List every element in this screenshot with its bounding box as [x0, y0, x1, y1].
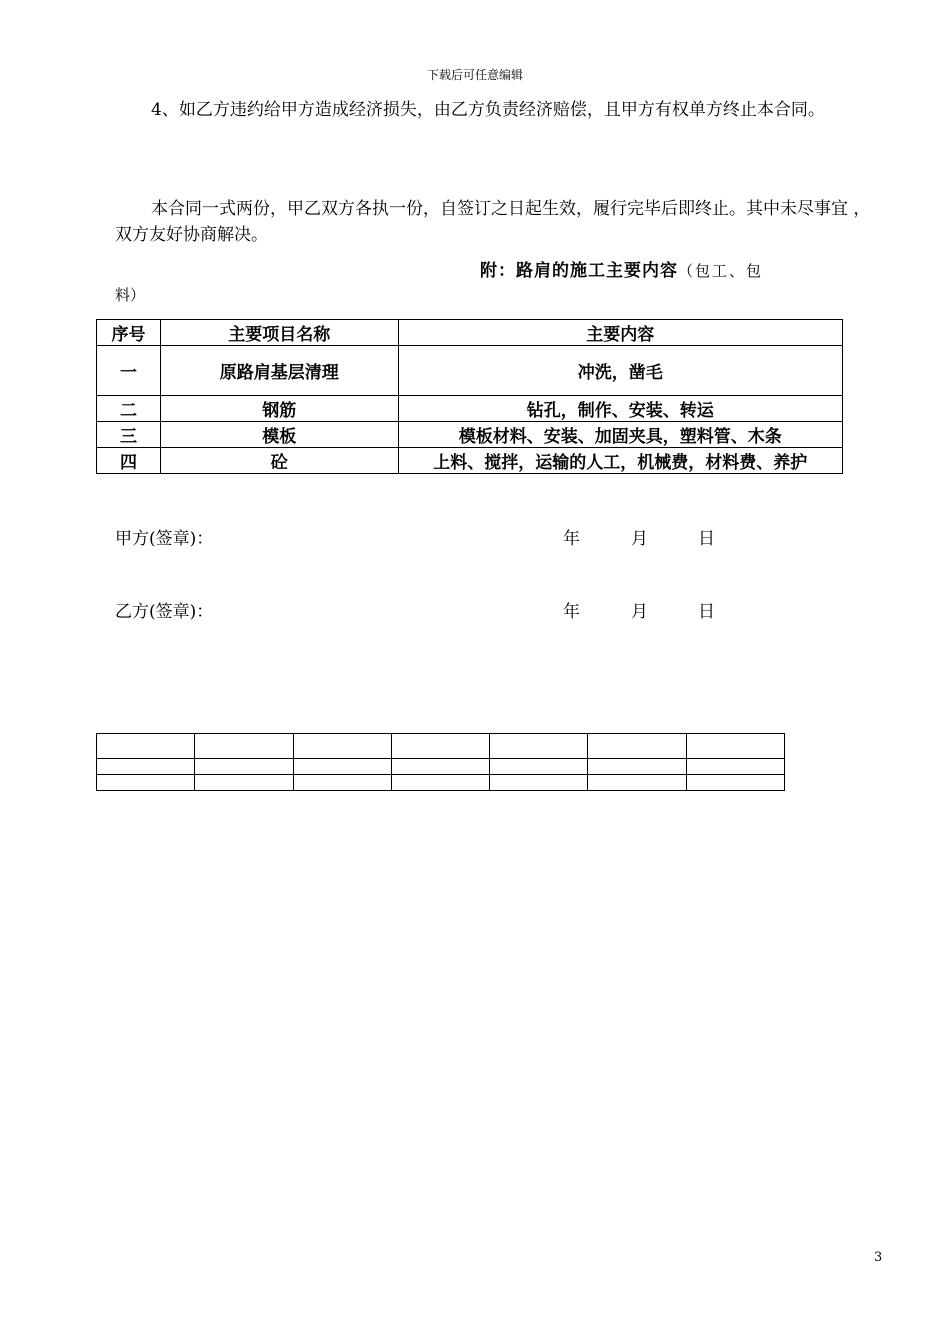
blank-row — [97, 734, 785, 759]
blank-cell — [391, 759, 489, 775]
party-a-signature-label: 甲方(签章)： — [115, 529, 214, 549]
blank-cell — [686, 759, 784, 775]
table-cell: 模板材料、安装、加固夹具，塑料管、木条 — [398, 422, 842, 448]
party-b-day-label: 日 — [698, 602, 715, 622]
blank-cell — [293, 734, 391, 759]
blank-cell — [293, 759, 391, 775]
table-cell: 四 — [97, 448, 161, 474]
attachment-paren: （包工、包 — [678, 262, 764, 280]
table-cell: 三 — [97, 422, 161, 448]
table-cell: 上料、搅拌，运输的人工，机械费，材料费、养护 — [398, 448, 842, 474]
blank-row — [97, 775, 785, 791]
blank-cell — [97, 759, 195, 775]
table-cell: 钻孔，制作、安装、转运 — [398, 396, 842, 422]
attachment-title-text: 附：路肩的施工主要内容 — [480, 261, 678, 281]
table-cell: 二 — [97, 396, 161, 422]
blank-row — [97, 759, 785, 775]
blank-cell — [490, 759, 588, 775]
blank-cell — [195, 759, 293, 775]
party-b-year-label: 年 — [563, 602, 580, 622]
table-cell: 模板 — [160, 422, 398, 448]
party-a-month-label: 月 — [631, 529, 648, 549]
paragraph-validity-text: 本合同一式两份，甲乙双方各执一份，自签订之日起生效，履行完毕后即终止。其中未尽事宜 ，双方友好协商解决。 — [115, 199, 871, 245]
blank-cell — [97, 734, 195, 759]
blank-cell — [391, 775, 489, 791]
blank-cell — [391, 734, 489, 759]
table-cell: 冲洗，凿毛 — [398, 346, 842, 396]
table-row — [97, 346, 843, 396]
table-row — [97, 396, 843, 422]
blank-grid-table — [96, 733, 785, 791]
table-cell: 砼 — [160, 448, 398, 474]
page-number: 3 — [874, 1250, 883, 1265]
attachment-paren-continued: 料） — [115, 286, 146, 304]
blank-cell — [588, 734, 686, 759]
blank-cell — [195, 775, 293, 791]
blank-cell — [686, 775, 784, 791]
party-b-signature-label: 乙方(签章)： — [115, 602, 214, 622]
table-cell: 钢筋 — [160, 396, 398, 422]
header-cell-content: 主要内容 — [398, 320, 842, 346]
table-cell: 原路肩基层清理 — [160, 346, 398, 396]
blank-cell — [588, 759, 686, 775]
page-header: 下载后可任意编辑 — [426, 68, 523, 82]
header-cell-item-name: 主要项目名称 — [160, 320, 398, 346]
attachment-title — [480, 256, 763, 281]
table-header-row — [97, 320, 843, 346]
paragraph-breach-text: 4、如乙方违约给甲方造成经济损失，由乙方负责经济赔偿，且甲方有权单方终止本合同。 — [151, 100, 825, 120]
blank-cell — [490, 734, 588, 759]
blank-cell — [588, 775, 686, 791]
table-row — [97, 422, 843, 448]
table-row — [97, 448, 843, 474]
blank-cell — [490, 775, 588, 791]
paragraph-breach-clause — [115, 97, 883, 123]
header-cell-index: 序号 — [97, 320, 161, 346]
construction-content-table — [96, 319, 843, 474]
blank-cell — [97, 775, 195, 791]
blank-cell — [195, 734, 293, 759]
blank-cell — [686, 734, 784, 759]
paragraph-contract-validity — [115, 196, 883, 248]
party-a-year-label: 年 — [563, 529, 580, 549]
party-a-day-label: 日 — [698, 529, 715, 549]
blank-cell — [293, 775, 391, 791]
table-cell: 一 — [97, 346, 161, 396]
party-b-month-label: 月 — [631, 602, 648, 622]
